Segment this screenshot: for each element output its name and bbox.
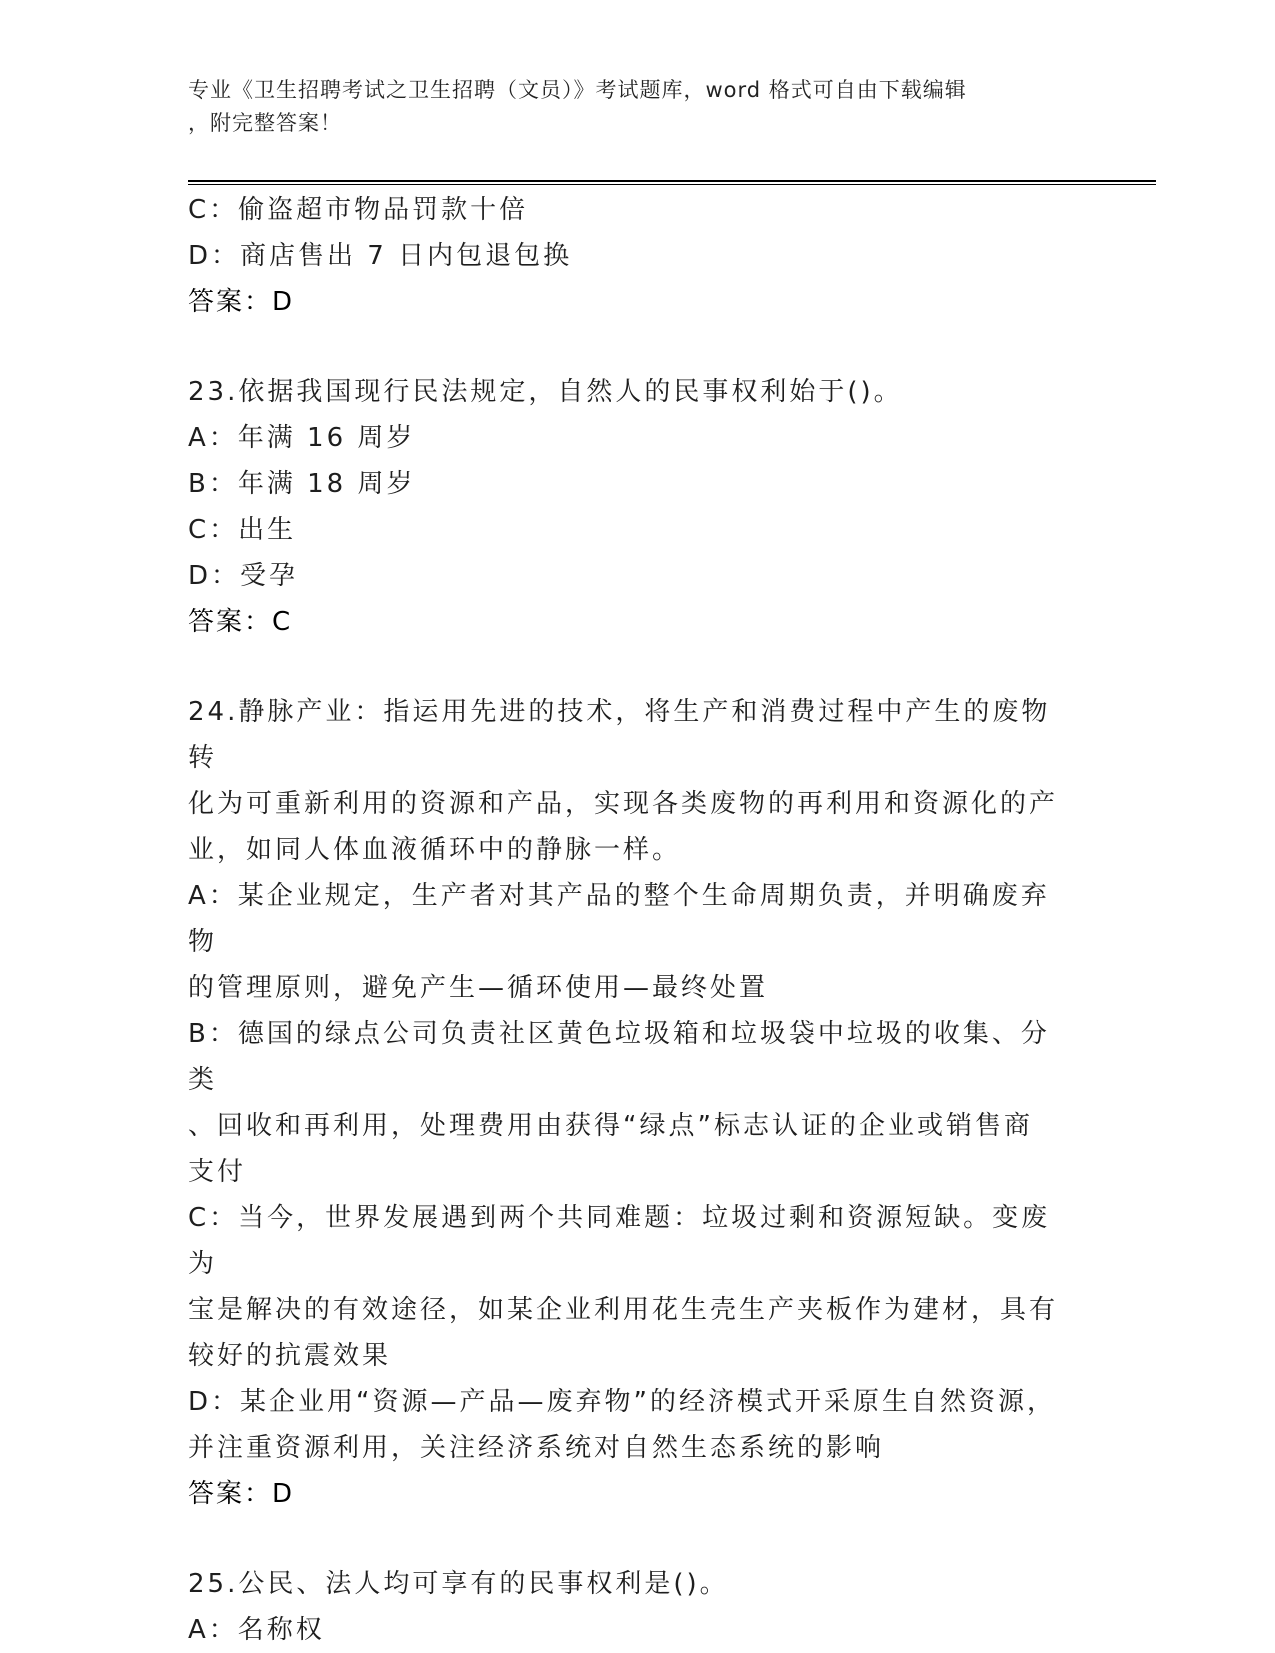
- question-stem-line-2: 化为可重新利用的资源和产品，实现各类废物的再利用和资源化的产: [188, 789, 1059, 819]
- question-stem-line-3: 业，如同人体血液循环中的静脉一样。: [188, 835, 682, 865]
- option-a-line-2: 的管理原则，避免产生—循环使用—最终处置: [188, 973, 769, 1003]
- option-d-line-1: D：某企业用“资源—产品—废弃物”的经济模式开采原生自然资源，: [188, 1387, 1056, 1417]
- option-a: A：名称权: [188, 1615, 325, 1645]
- header-divider-thick: [188, 180, 1156, 182]
- option-d-line-2: 并注重资源利用，关注经济系统对自然生态系统的影响: [188, 1433, 885, 1463]
- question-stem: 25.公民、法人均可享有的民事权利是()。: [188, 1569, 729, 1599]
- document-header: [188, 74, 1068, 140]
- answer-line: 答案：C: [188, 607, 293, 637]
- option-d: D：受孕: [188, 561, 299, 591]
- question-23: [188, 369, 1088, 645]
- option-a-line-1: A：某企业规定，生产者对其产品的整个生命周期负责，并明确废弃物: [188, 881, 1050, 957]
- question-spacer: [188, 1517, 1088, 1561]
- option-c-line-1: C：当今，世界发展遇到两个共同难题：垃圾过剩和资源短缺。变废为: [188, 1203, 1051, 1279]
- option-d: D：商店售出 7 日内包退包换: [188, 241, 573, 271]
- header-line-1: 专业《卫生招聘考试之卫生招聘（文员）》考试题库，word 格式可自由下载编辑: [188, 78, 967, 102]
- document-body: [188, 187, 1088, 1653]
- header-divider-thin: [188, 184, 1156, 185]
- option-b-line-3: 支付: [188, 1157, 247, 1187]
- question-spacer: [188, 645, 1088, 689]
- option-c: C：偷盗超市物品罚款十倍: [188, 195, 529, 225]
- question-stem-line-1: 24.静脉产业：指运用先进的技术，将生产和消费过程中产生的废物转: [188, 697, 1051, 773]
- question-stem: 23.依据我国现行民法规定，自然人的民事权利始于()。: [188, 377, 903, 407]
- question-22-continuation: [188, 187, 1088, 325]
- option-a: A：年满 16 周岁: [188, 423, 416, 453]
- option-b-line-2: 、回收和再利用，处理费用由获得“绿点”标志认证的企业或销售商: [188, 1111, 1033, 1141]
- question-24: [188, 689, 1088, 1517]
- option-c-line-2: 宝是解决的有效途径，如某企业利用花生壳生产夹板作为建材，具有: [188, 1295, 1059, 1325]
- question-25: [188, 1561, 1088, 1653]
- option-c: C：出生: [188, 515, 297, 545]
- header-line-2: ，附完整答案！: [188, 111, 342, 135]
- answer-line: 答案：D: [188, 287, 295, 317]
- question-spacer: [188, 325, 1088, 369]
- option-c-line-3: 较好的抗震效果: [188, 1341, 392, 1371]
- option-b: B：年满 18 周岁: [188, 469, 416, 499]
- option-b-line-1: B：德国的绿点公司负责社区黄色垃圾箱和垃圾袋中垃圾的收集、分类: [188, 1019, 1050, 1095]
- answer-line: 答案：D: [188, 1479, 295, 1509]
